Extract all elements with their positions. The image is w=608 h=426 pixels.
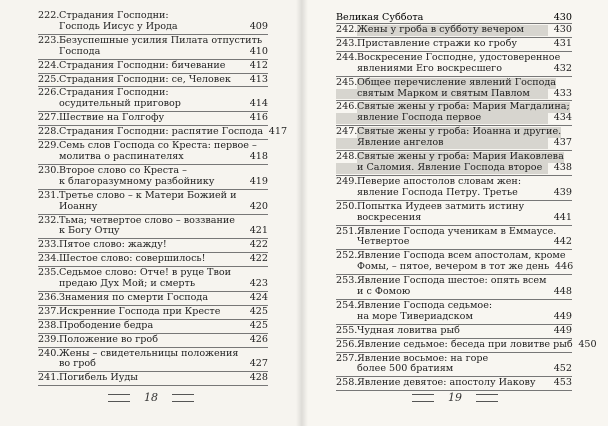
toc-entry-title: Жены – свидетельницы положения — [59, 347, 239, 359]
gutter-shadow — [296, 0, 308, 426]
toc-left — [38, 10, 288, 386]
toc-entry — [38, 165, 268, 190]
toc-entry — [38, 239, 268, 253]
toc-entry-number: 233. — [38, 239, 60, 251]
toc-entry — [38, 74, 268, 88]
toc-entry-number: 238. — [38, 319, 60, 331]
toc-entry — [38, 140, 268, 165]
toc-entry — [38, 87, 268, 112]
right-page — [302, 0, 608, 426]
toc-entry-title: Общее перечисление явлений Господа — [357, 76, 557, 88]
toc-entry-line — [38, 75, 268, 86]
toc-entry-number: 247. — [336, 126, 358, 138]
toc-entry-title: Святые жены у гроба: Мария Магдалина; — [357, 101, 570, 113]
toc-entry-number: 257. — [336, 352, 358, 364]
toc-entry-line — [336, 64, 572, 75]
toc-entry-title-cont: Господь Иисус у Ирода — [59, 20, 178, 32]
toc-entry — [336, 24, 572, 38]
toc-entry-number: 223. — [38, 34, 60, 46]
left-page — [0, 0, 302, 426]
toc-entry-title-cont: Четвертое — [357, 236, 410, 248]
toc-entry-number: 246. — [336, 101, 358, 113]
toc-entry-page: 419 — [249, 175, 268, 187]
toc-entry-line — [336, 163, 572, 174]
toc-entry-title: Воскресение Господне, удостоверенное — [357, 51, 561, 63]
toc-entry-line — [38, 47, 268, 58]
toc-entry-title: Страдания Господни: бичевание — [59, 59, 226, 71]
ornament-right — [172, 394, 194, 402]
toc-entry-line — [336, 378, 572, 389]
toc-entry-line — [38, 373, 268, 384]
toc-entry — [336, 226, 572, 251]
toc-entry-number: 248. — [336, 151, 358, 163]
left-folio — [0, 391, 302, 404]
toc-entry-line — [38, 279, 268, 290]
toc-entry — [336, 377, 572, 391]
toc-entry-title: Знамения по смерти Господа — [59, 291, 209, 303]
toc-entry-page: 410 — [249, 45, 268, 57]
toc-entry-number: 252. — [336, 250, 358, 262]
toc-entry-title: Приставление стражи ко гробу — [357, 37, 517, 49]
toc-entry — [336, 101, 572, 126]
toc-entry-title-cont: святым Марком и святым Павлом — [336, 89, 548, 100]
toc-entry — [38, 320, 268, 334]
toc-entry-title: Явление Господа ученикам в Еммаусе. — [357, 225, 557, 237]
toc-entry-page: 425 — [249, 319, 268, 331]
toc-entry-title: Безуспешные усилия Пилата отпустить — [59, 34, 263, 46]
toc-entry-number: 231. — [38, 189, 60, 201]
toc-entry-line — [38, 126, 288, 138]
toc-entry-title-cont: более 500 братиям — [357, 363, 454, 375]
toc-entry — [336, 151, 572, 176]
toc-entry-title-cont: явление Господа Петру. Третье — [357, 186, 518, 198]
toc-entry-page: 423 — [249, 278, 268, 290]
toc-entry — [336, 176, 572, 201]
toc-entry-title: Второе слово со Креста – — [59, 164, 187, 176]
toc-entry-page: 430 — [553, 24, 572, 35]
toc-entry-title: Страдания Господни: — [59, 87, 169, 99]
toc-entry — [38, 372, 268, 386]
toc-entry — [38, 190, 268, 215]
toc-entry-line — [336, 262, 572, 273]
toc-entry-page: 452 — [553, 363, 572, 375]
toc-entry-page: 448 — [553, 286, 572, 298]
toc-entry-line — [38, 152, 268, 163]
toc-entry-page: 409 — [249, 20, 268, 32]
toc-entry-line — [38, 99, 268, 110]
toc-entry-title: Страдания Господни: распятие Господа — [59, 126, 264, 138]
toc-entry-title: Искренние Господа при Кресте — [59, 305, 221, 317]
toc-entry — [336, 201, 572, 226]
toc-entry-page: 426 — [249, 333, 268, 345]
toc-entry-number: 229. — [38, 140, 60, 152]
toc-entry-line — [336, 326, 572, 337]
toc-entry — [38, 112, 268, 126]
toc-entry — [38, 253, 268, 267]
toc-entry-page: 412 — [249, 59, 268, 71]
toc-entry-number: 240. — [38, 347, 60, 359]
toc-entry-line — [336, 89, 572, 100]
toc-entry-title-cont: Господа — [59, 45, 101, 57]
toc-entry-page: 449 — [553, 310, 572, 322]
toc-entry-number: 242. — [336, 24, 358, 35]
toc-entry-line — [38, 307, 268, 318]
toc-entry-title: Положение во гроб — [59, 333, 158, 345]
toc-entry-number: 230. — [38, 164, 60, 176]
toc-entry-line — [38, 22, 268, 33]
toc-entry-title: Святые жены у гроба: Иоанна и другие. — [357, 126, 562, 138]
toc-entry-number: 236. — [38, 291, 60, 303]
toc-entry-page: 416 — [249, 112, 268, 124]
toc-entry-title-cont: Иоанну — [59, 200, 98, 212]
toc-entry — [336, 77, 572, 102]
toc-entry-title: Страдания Господни: — [59, 10, 169, 21]
toc-entry-line — [336, 202, 572, 213]
toc-entry-number: 225. — [38, 73, 60, 85]
toc-entry-number: 250. — [336, 200, 358, 212]
toc-entry-page: 453 — [553, 377, 572, 389]
toc-entry-number: 222. — [38, 10, 60, 21]
toc-entry-number: 237. — [38, 305, 60, 317]
toc-entry-page: 438 — [553, 161, 572, 173]
toc-entry-line — [38, 240, 268, 251]
right-page-number: 19 — [448, 391, 462, 404]
toc-entry-line — [38, 359, 268, 370]
toc-entry — [38, 215, 268, 240]
toc-entry-page: 428 — [249, 372, 268, 384]
toc-entry-number: 227. — [38, 112, 60, 124]
toc-entry-line — [38, 202, 268, 213]
toc-entry-number: 245. — [336, 76, 358, 88]
toc-entry-line — [336, 237, 572, 248]
toc-entry-page — [556, 78, 580, 89]
toc-entry-title: Шестое слово: совершилось! — [59, 253, 206, 265]
toc-entry-page — [570, 102, 594, 113]
toc-entry-line — [38, 113, 268, 124]
toc-entry-line — [38, 191, 268, 202]
toc-entry-page: 449 — [553, 324, 572, 336]
toc-entry-title-cont: Фомы, – пятое, вечером в тот же день — [357, 261, 550, 273]
ornament-left — [108, 394, 130, 402]
toc-entry-title: Явление девятое: апостолу Иакову — [357, 377, 536, 389]
toc-entry-title: Седьмое слово: Отче! в руце Твои — [59, 267, 232, 279]
toc-entry — [38, 334, 268, 348]
toc-entry-number: 251. — [336, 225, 358, 237]
toc-entry-title: Шествие на Голгофу — [59, 112, 165, 124]
toc-entry-title-cont: к благоразумному разбойнику — [59, 175, 215, 187]
toc-entry-number: 226. — [38, 87, 60, 99]
toc-entry-page: 425 — [249, 305, 268, 317]
toc-entry — [38, 306, 268, 320]
toc-entry-page: 434 — [553, 112, 572, 124]
toc-entry-number: 254. — [336, 299, 358, 311]
toc-entry-page: 417 — [268, 126, 288, 138]
toc-entry-line — [336, 188, 572, 199]
toc-entry-page: 450 — [578, 338, 597, 350]
toc-entry — [336, 126, 572, 151]
toc-entry-title: Явление Господа всем апостолам, кроме — [357, 250, 566, 262]
right-folio — [302, 391, 608, 404]
toc-entry — [38, 267, 268, 292]
toc-entry — [336, 300, 572, 325]
toc-entry-line — [336, 113, 572, 124]
toc-entry-line — [38, 61, 268, 72]
toc-entry-page: 437 — [553, 137, 572, 149]
toc-entry — [336, 338, 597, 353]
toc-entry-page: 422 — [249, 253, 268, 265]
toc-entry-number: 224. — [38, 59, 60, 71]
toc-entry-page: 420 — [249, 200, 268, 212]
toc-entry-title: Чудная ловитва рыб — [357, 324, 460, 336]
toc-entry-page: 424 — [249, 291, 268, 303]
toc-entry-title-cont: и Саломия. Явление Господа второе — [336, 163, 548, 174]
toc-entry-title-cont: к Богу Отцу — [59, 225, 120, 237]
toc-entry-line — [38, 226, 268, 237]
toc-entry-title: Явление Господа седьмое: — [357, 299, 493, 311]
toc-entry-line — [336, 312, 572, 323]
toc-entry — [336, 250, 572, 275]
toc-entry-title: Явление седьмое: беседа при ловитве рыб — [357, 338, 573, 350]
section-heading — [336, 10, 572, 24]
toc-entry-title-cont: на море Тивериадском — [357, 310, 473, 322]
toc-entry-title: Жены у гроба в субботу вечером — [357, 25, 548, 36]
toc-entry-title: Явление восьмое: на горе — [357, 352, 489, 364]
toc-entry — [336, 325, 572, 339]
toc-entry-title-cont: явлениями Его воскресшего — [357, 62, 502, 74]
toc-entry-page: 414 — [249, 98, 268, 110]
toc-entry-title: Семь слов Господа со Креста: первое – — [59, 140, 257, 152]
toc-entry-line — [38, 293, 268, 304]
ornament-left — [412, 394, 434, 402]
toc-entry — [38, 35, 268, 60]
toc-entry-number: 244. — [336, 51, 358, 63]
toc-entry-title-cont: во гроб — [59, 358, 96, 370]
toc-entry — [336, 353, 572, 378]
toc-entry — [38, 60, 268, 74]
toc-entry-title: Явление Господа шестое: опять всем — [357, 275, 547, 287]
toc-entry-number: 232. — [38, 214, 60, 226]
toc-entry-line — [38, 177, 268, 188]
toc-entry-title-cont: и с Фомою — [357, 286, 411, 298]
toc-entry-line — [38, 335, 268, 346]
ornament-right — [476, 394, 498, 402]
toc-entry-title-cont: Явление ангелов — [336, 138, 548, 149]
toc-entry-title: Третье слово – к Матери Божией и — [59, 189, 237, 201]
toc-entry-title: Святые жены у гроба: Мария Иаковлева — [357, 151, 564, 163]
toc-entry-title: Пятое слово: жажду! — [59, 239, 167, 251]
toc-entry-line — [336, 25, 572, 36]
toc-entry-page: 421 — [249, 225, 268, 237]
toc-entry-page: 446 — [554, 261, 574, 273]
toc-entry-page — [548, 202, 572, 213]
toc-entry-page: 433 — [553, 87, 572, 99]
toc-entry-number: 256. — [336, 338, 358, 350]
toc-entry-title: Погибель Иуды — [59, 372, 138, 384]
toc-entry-page: 441 — [553, 211, 572, 223]
toc-entry-page: 432 — [553, 62, 572, 74]
toc-entry — [38, 292, 268, 306]
toc-entry-number: 253. — [336, 275, 358, 287]
toc-right — [336, 24, 597, 391]
section-page: 430 — [553, 12, 572, 23]
toc-entry-page: 439 — [553, 186, 572, 198]
toc-entry-line — [38, 254, 268, 265]
toc-entry-number: 258. — [336, 377, 358, 389]
toc-entry-page: 418 — [249, 150, 268, 162]
toc-entry-number: 239. — [38, 333, 60, 345]
toc-entry-line — [38, 321, 268, 332]
toc-entry-title: Певерие апостолов словам жен: — [357, 175, 522, 187]
toc-entry-number: 241. — [38, 372, 60, 384]
toc-entry-page — [244, 191, 268, 202]
toc-entry — [336, 38, 572, 52]
toc-entry — [38, 126, 288, 140]
toc-entry-number: 234. — [38, 253, 60, 265]
toc-entry-line — [336, 287, 572, 298]
toc-entry-title: Страдания Господни: се, Человек — [59, 73, 231, 85]
toc-entry-title: Прободение бедра — [59, 319, 154, 331]
toc-entry-title-cont: молитва о распинателях — [59, 150, 184, 162]
toc-entry-page: 427 — [249, 358, 268, 370]
toc-entry-line — [336, 213, 572, 224]
left-page-number: 18 — [144, 391, 158, 404]
toc-entry-line — [336, 138, 572, 149]
toc-entry-page: 422 — [249, 239, 268, 251]
toc-entry — [336, 275, 572, 300]
toc-entry — [38, 10, 268, 35]
toc-entry-title-cont: воскресения — [357, 211, 422, 223]
toc-entry-line — [336, 78, 572, 89]
toc-entry-page: 431 — [553, 37, 572, 49]
toc-entry-number: 235. — [38, 267, 60, 279]
toc-entry — [336, 52, 572, 77]
toc-entry-page: 413 — [249, 73, 268, 85]
toc-entry-title-cont: осудительный приговор — [59, 98, 181, 110]
toc-entry-title: Тьма; четвертое слово – воззвание — [59, 214, 235, 226]
toc-entry-number: 249. — [336, 175, 358, 187]
toc-entry-number: 243. — [336, 37, 358, 49]
section-title: Великая Суббота — [336, 12, 424, 23]
toc-entry — [38, 348, 268, 373]
toc-entry-title-cont: явление Господа первое — [336, 113, 548, 124]
toc-entry-title: Попытка Иудеев затмить истину — [357, 200, 525, 212]
toc-entry-line — [336, 338, 597, 351]
toc-entry-page: 442 — [553, 236, 572, 248]
toc-entry-number: 228. — [38, 126, 60, 138]
toc-entry-number: 255. — [336, 324, 358, 336]
toc-entry-line — [336, 364, 572, 375]
toc-entry-line — [336, 39, 572, 50]
toc-entry-title-cont: предаю Дух Мой; и смерть — [59, 278, 196, 290]
